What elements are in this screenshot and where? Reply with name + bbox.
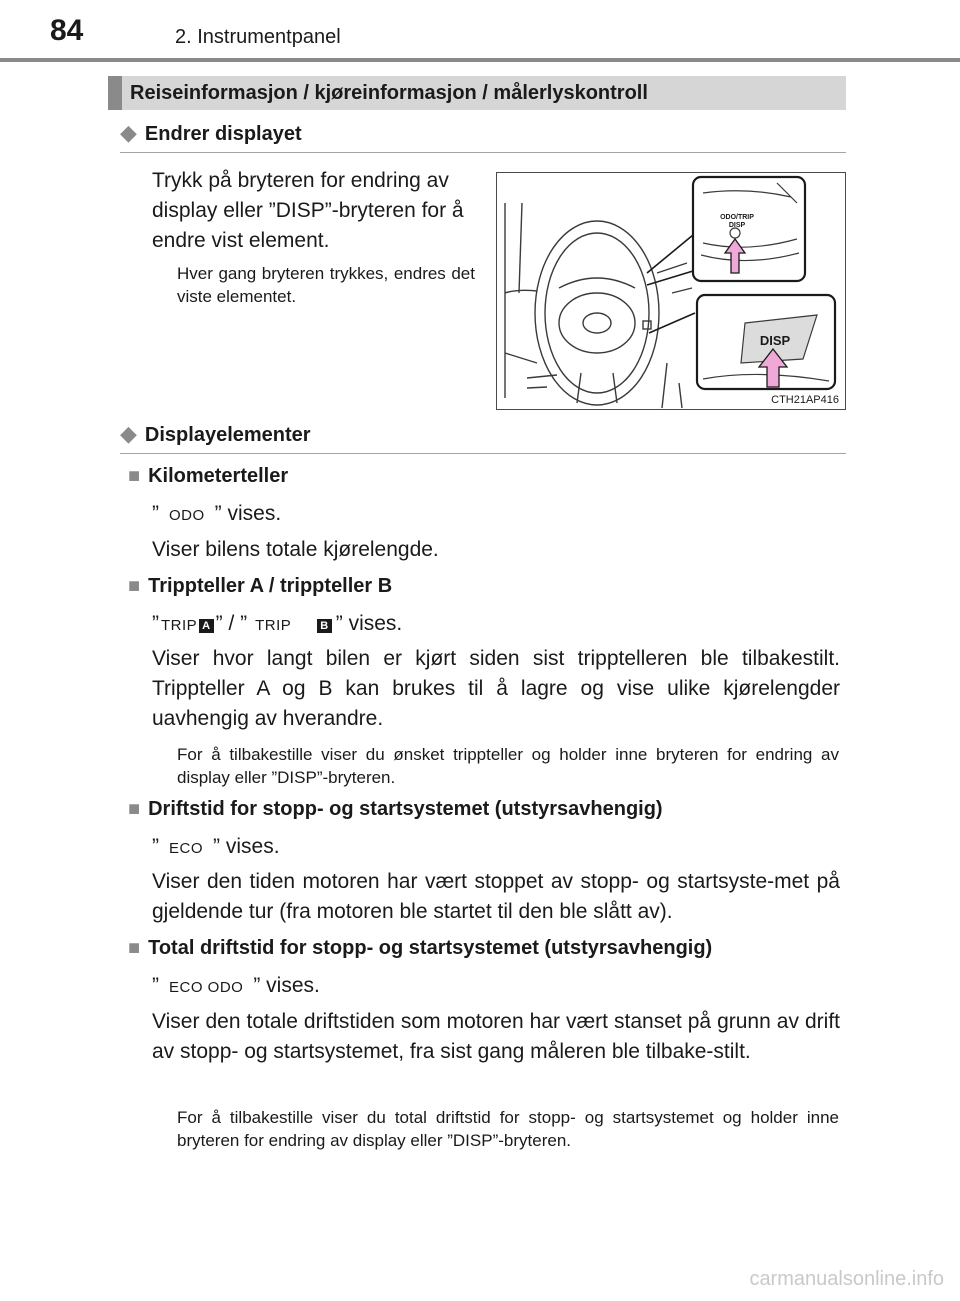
eco-description: Viser den tiden motoren har vært stoppet av stopp- og startsyste-met på gjeldende tur (fra motoren ble startet til den ble slått av). <box>152 870 840 923</box>
item-heading-odometer <box>128 465 288 488</box>
chapter-title: 2. Instrumentpanel <box>175 26 341 48</box>
sub-heading-change-display <box>120 120 846 153</box>
eco-odo-symbol: ECO ODO <box>169 979 244 996</box>
item-heading-text: Total driftstid for stopp- og startsystemet (utstyrsavhengig) <box>148 937 713 959</box>
trip-separator: ” / ” <box>215 612 248 635</box>
page-number: 84 <box>50 14 84 47</box>
trip-b-text: TRIP <box>255 617 292 634</box>
label-disp-button: DISP <box>759 333 791 348</box>
quote-open: ” <box>152 502 159 525</box>
eco-total-note: For å tilbakestille viser du total driftstid for stopp- og startsystemet og holder inne bryteren for endring av display eller ”DISP”-bryteren. <box>177 1108 839 1150</box>
trip-a-badge: A <box>199 619 213 633</box>
item-heading-eco <box>128 798 663 821</box>
trip-description: Viser hvor langt bilen er kjørt siden sist tripptelleren ble tilbakestilt. Trippteller A og B kan brukes til å lagre og vise ulike kjørelengder uavhengig av hverandre. <box>152 647 840 730</box>
sub-heading-display-elements <box>120 421 846 454</box>
item-heading-text: Kilometerteller <box>148 465 289 487</box>
eco-symbol: ECO <box>169 840 204 857</box>
shown-text: ” vises. <box>253 974 320 997</box>
item-heading-text: Trippteller A / trippteller B <box>148 575 393 597</box>
shown-text: ” vises. <box>213 835 280 858</box>
square-bullet-icon: ■ <box>128 575 141 597</box>
dashboard-figure <box>496 172 846 410</box>
sub-heading-text: Displayelementer <box>144 424 311 446</box>
quote-open: ” <box>152 612 159 635</box>
quote-open: ” <box>152 835 159 858</box>
dashboard-illustration <box>497 173 847 411</box>
square-bullet-icon: ■ <box>128 798 141 820</box>
sub-heading-text: Endrer displayet <box>144 123 302 145</box>
label-odo-trip: ODO/TRIP <box>720 214 754 221</box>
trip-a-symbol <box>159 611 216 641</box>
diamond-icon: ◆ <box>120 120 137 145</box>
trip-b-symbol <box>247 611 336 641</box>
change-display-text: Trykk på bryteren for endring av display eller ”DISP”-bryteren for å endre vist element. <box>152 169 464 252</box>
item-heading-text: Driftstid for stopp- og startsystemet (utstyrsavhengig) <box>148 798 663 820</box>
item-heading-eco-total <box>128 937 712 960</box>
watermark: carmanualsonline.info <box>749 1268 944 1290</box>
label-disp-small: DISP <box>728 222 746 229</box>
diamond-icon: ◆ <box>120 421 137 446</box>
shown-text: ” vises. <box>214 502 282 525</box>
trip-shown-line <box>152 609 402 641</box>
figure-code: CTH21AP416 <box>771 394 839 406</box>
trip-a-text: TRIP <box>161 617 198 634</box>
odometer-description: Viser bilens totale kjørelengde. <box>152 538 439 561</box>
square-bullet-icon: ■ <box>128 465 141 487</box>
change-display-note: Hver gang bryteren trykkes, endres det viste elementet. <box>177 264 475 306</box>
trip-b-badge: B <box>317 619 331 633</box>
eco-total-shown-line <box>152 971 320 1003</box>
shown-text: ” vises. <box>335 612 403 635</box>
eco-shown-line <box>152 832 280 864</box>
trip-note: For å tilbakestille viser du ønsket trippteller og holder inne bryteren for endring av display eller ”DISP”-bryteren. <box>177 745 839 787</box>
eco-total-description: Viser den totale driftstiden som motoren har vært stanset på grunn av drift av stopp- og startsystemet, fra sist gang måleren ble tilbake-stilt. <box>152 1010 840 1063</box>
header-rule <box>0 58 960 62</box>
odo-symbol: ODO <box>169 507 205 524</box>
odometer-shown-line <box>152 499 281 531</box>
square-bullet-icon: ■ <box>128 937 141 959</box>
section-title-bar: Reiseinformasjon / kjøreinformasjon / målerlyskontroll <box>108 76 846 110</box>
item-heading-trip <box>128 575 392 598</box>
quote-open: ” <box>152 974 159 997</box>
